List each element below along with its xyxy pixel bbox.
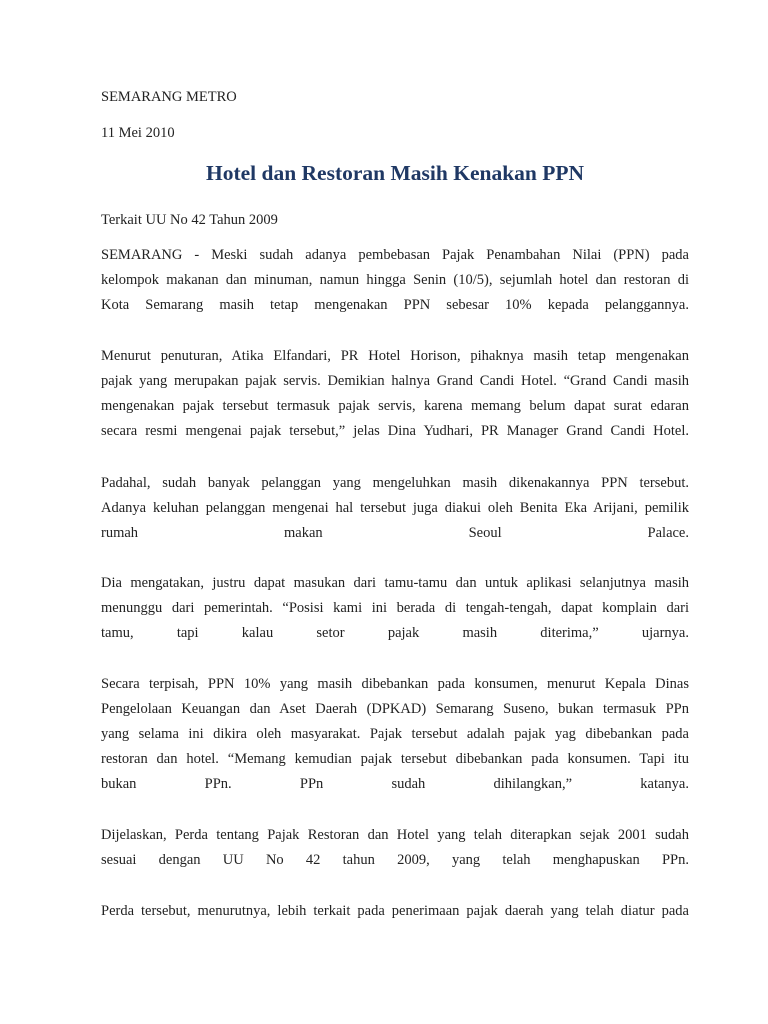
text-line: Adanya keluhan pelanggan mengenai hal tersebut juga diakui oleh Benita Eka Arijani, pemilik [101,500,689,516]
text-line: yang selama ini dikira oleh masyarakat. Pajak tersebut adalah pajak yag dibebankan pada [101,726,689,742]
text-line: menunggu dari pemerintah. “Posisi kami ini berada di tengah-tengah, dapat komplain dari [101,600,689,616]
text-line: mengenakan pajak tersebut termasuk pajak servis, karena memang belum dapat surat edaran [101,398,689,414]
text-line: Padahal, sudah banyak pelanggan yang mengeluhkan masih dikenakannya PPN tersebut. [101,475,689,491]
text-line: secara resmi mengenai pajak tersebut,” jelas Dina Yudhari, PR Manager Grand Candi Hotel. [101,423,689,439]
text-line: Perda tersebut, menurutnya, lebih terkait pada penerimaan pajak daerah yang telah diatur pada [101,903,689,919]
text-line: Kota Semarang masih tetap mengenakan PPN sebesar 10% kepada pelanggannya. [101,297,689,313]
text-line: Menurut penuturan, Atika Elfandari, PR Hotel Horison, pihaknya masih tetap mengenakan [101,348,689,364]
newspaper-source: SEMARANG METRO [101,89,237,105]
paragraph [101,344,689,444]
text-line: kelompok makanan dan minuman, namun hingga Senin (10/5), sejumlah hotel dan restoran di [101,272,689,288]
text-line: Dia mengatakan, justru dapat masukan dari tamu-tamu dan untuk aplikasi selanjutnya masih [101,575,689,591]
article-subtitle: Terkait UU No 42 Tahun 2009 [101,212,278,228]
text-line: SEMARANG - Meski sudah adanya pembebasan Pajak Penambahan Nilai (PPN) pada [101,247,689,263]
text-line: tamu, tapi kalau setor pajak masih diterima,” ujarnya. [101,625,689,641]
paragraph [101,243,689,318]
article-title: Hotel dan Restoran Masih Kenakan PPN [205,161,585,185]
paragraph [101,571,689,646]
text-line: rumah makan Seoul Palace. [101,525,689,541]
paragraph [101,471,689,546]
article-date: 11 Mei 2010 [101,125,175,141]
text-line: restoran dan hotel. “Memang kemudian pajak tersebut dibebankan pada konsumen. Tapi itu [101,751,689,767]
paragraph [101,899,689,924]
paragraph [101,823,689,873]
paragraph [101,672,689,797]
text-line: bukan PPn. PPn sudah dihilangkan,” katanya. [101,776,689,792]
text-line: Pengelolaan Keuangan dan Aset Daerah (DPKAD) Semarang Suseno, bukan termasuk PPn [101,701,689,717]
text-line: Secara terpisah, PPN 10% yang masih dibebankan pada konsumen, menurut Kepala Dinas [101,676,689,692]
text-line: pajak yang merupakan pajak servis. Demikian halnya Grand Candi Hotel. “Grand Candi masih [101,373,689,389]
text-line: Dijelaskan, Perda tentang Pajak Restoran dan Hotel yang telah diterapkan sejak 2001 sudah [101,827,689,843]
text-line: sesuai dengan UU No 42 tahun 2009, yang telah menghapuskan PPn. [101,852,689,868]
